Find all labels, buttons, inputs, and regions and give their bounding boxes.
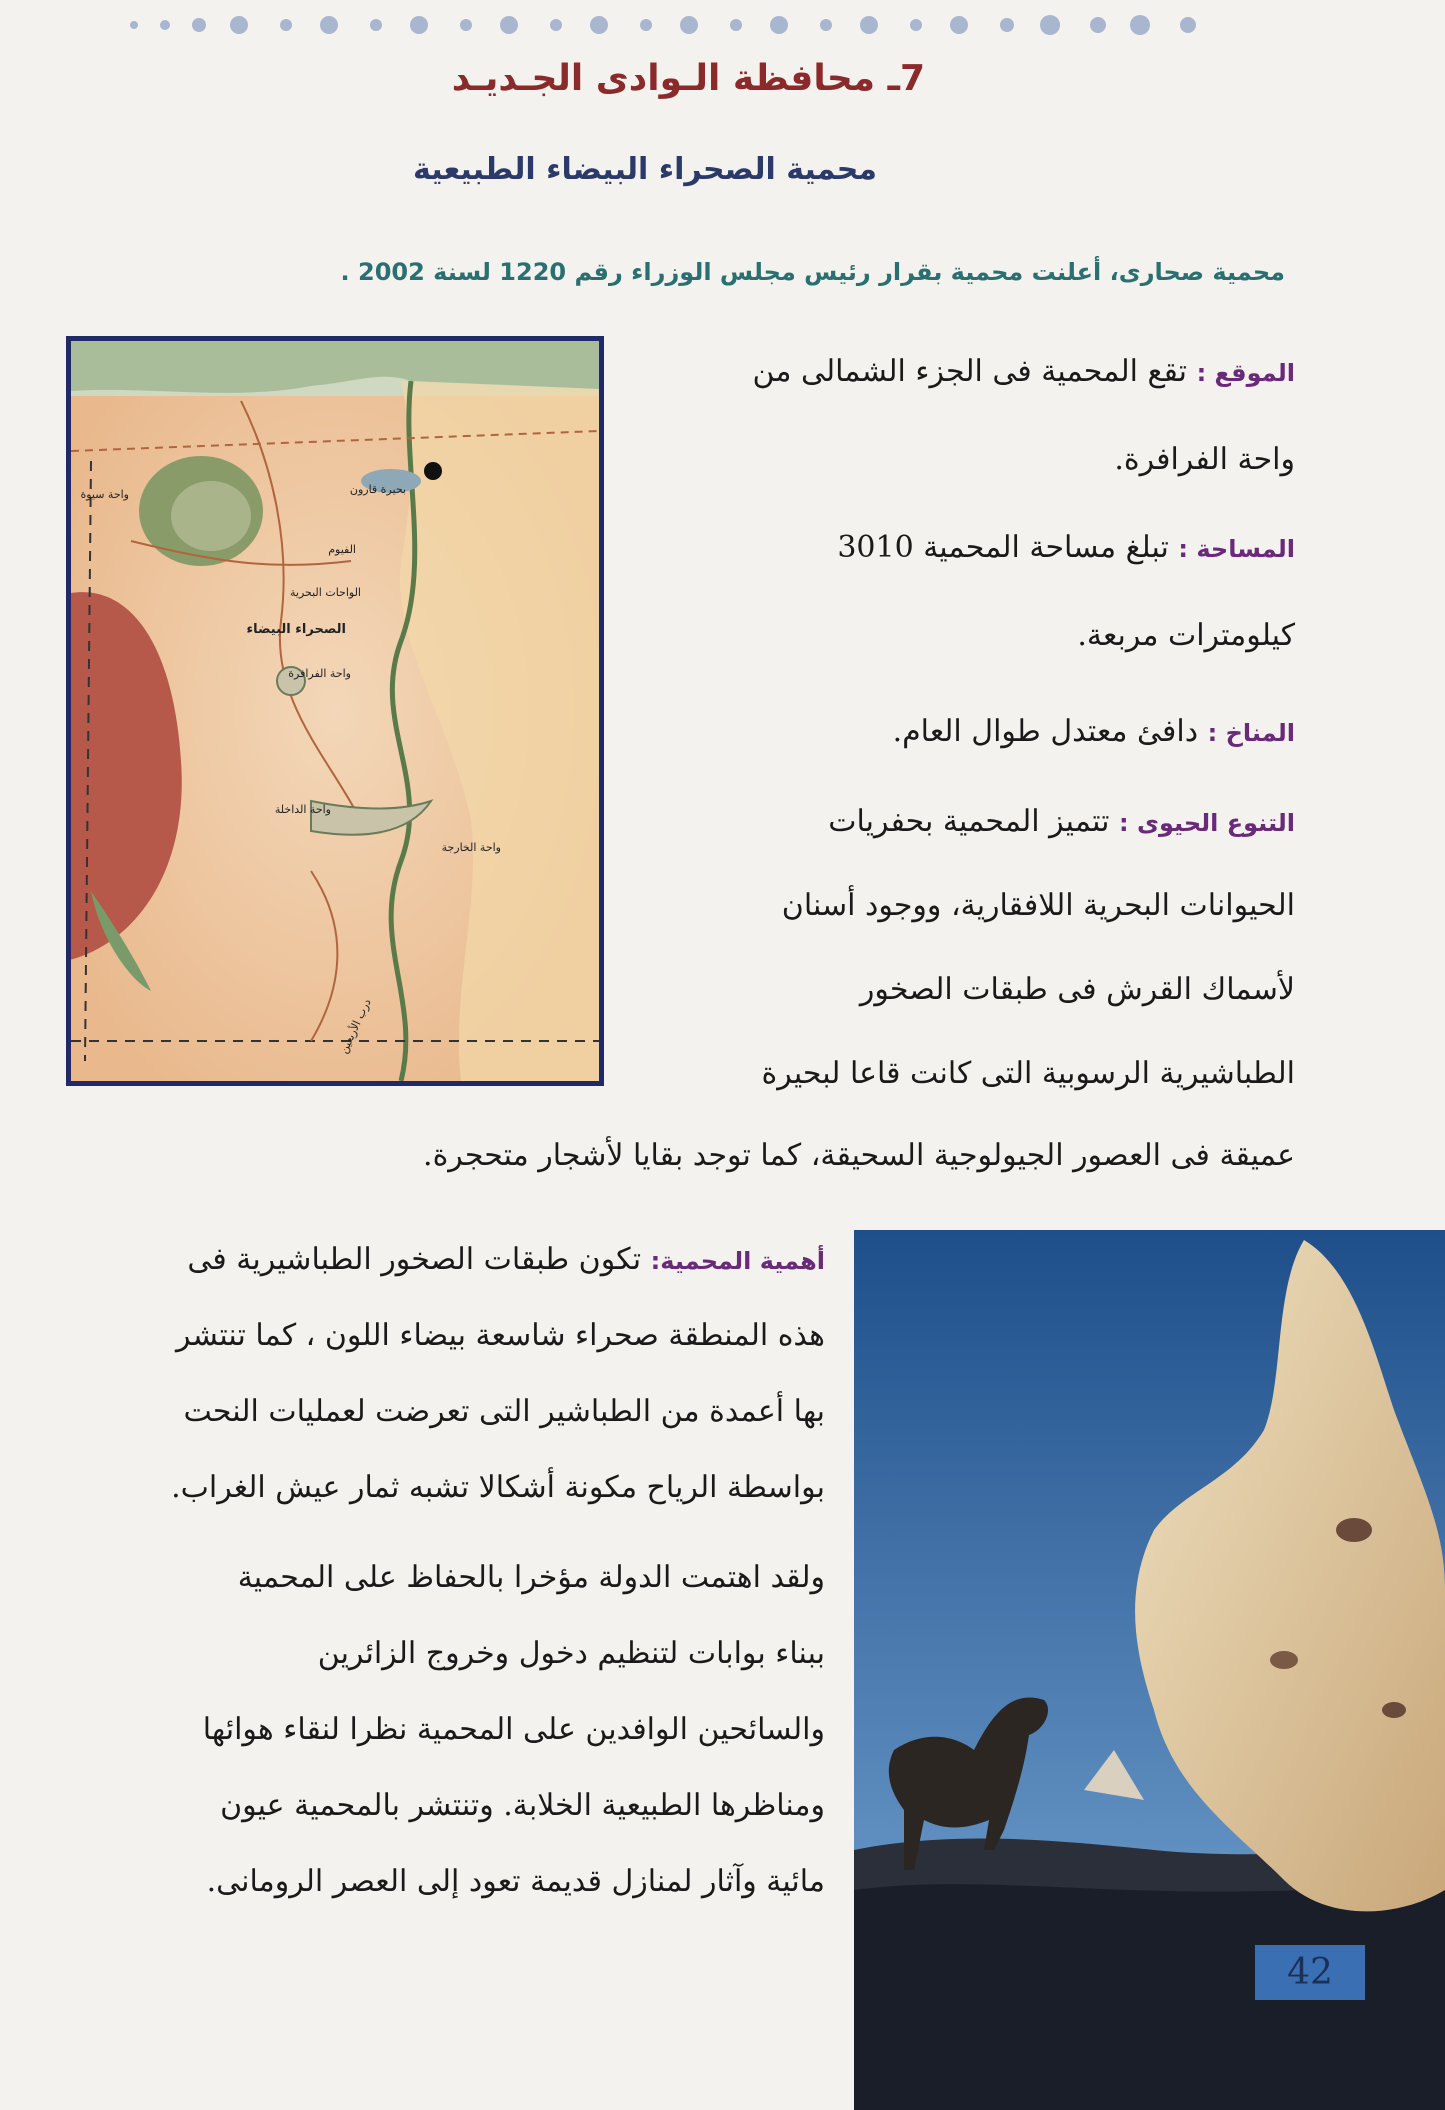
climate-text: دافئ معتدل طوال العام.: [892, 714, 1199, 749]
bio-line-5: عميقة فى العصور الجيولوجية السحيقة، كما توجد بقايا لأشجار متحجرة.: [423, 1138, 1295, 1173]
reserve-map: [66, 336, 604, 1086]
importance-line-3: بها أعمدة من الطباشير التى تعرضت لعمليات النحت: [183, 1394, 825, 1429]
map-label-bahariya: الواحات البحرية: [289, 586, 361, 599]
reserve-subtitle: محمية الصحراء البيضاء الطبيعية: [413, 152, 877, 187]
area-para: [635, 504, 1295, 593]
importance-line-8: ومناظرها الطبيعية الخلابة. وتنتشر بالمحمية عيون: [220, 1788, 825, 1823]
bio-label: التنوع الحيوى :: [1119, 809, 1295, 837]
area-text-2: كيلومترات مربعة.: [1077, 618, 1295, 653]
climate-para: [635, 688, 1295, 777]
importance-line-4: بواسطة الرياح مكونة أشكالا تشبه ثمار عيش الغراب.: [171, 1470, 825, 1505]
area-label: المساحة :: [1178, 535, 1295, 563]
importance-line-9: مائية وآثار لمنازل قديمة تعود إلى العصر الرومانى.: [206, 1864, 825, 1899]
map-drawing: [71, 341, 599, 1081]
importance-label: أهمية المحمية:: [650, 1247, 825, 1275]
importance-line-6: ببناء بوابات لتنظيم دخول وخروج الزائرين: [317, 1636, 825, 1671]
map-label-white-desert: الصحراء البيضاء: [246, 622, 346, 637]
area-para-2: [635, 592, 1295, 680]
bio-line-2: الحيوانات البحرية اللافقارية، ووجود أسنان: [781, 888, 1295, 923]
map-label-fayoum: الفيوم: [328, 543, 356, 556]
location-text: تقع المحمية فى الجزء الشمالى من: [752, 354, 1188, 389]
map-label-arbaeen: درب الأربعين: [337, 996, 374, 1056]
map-label-qarun: بحيرة قارون: [349, 483, 406, 496]
map-label-farafra: واحة الفرافرة: [288, 667, 351, 680]
importance-line-2: هذه المنطقة صحراء شاسعة بيضاء اللون ، كما تنتشر: [176, 1318, 825, 1353]
importance-line-7: والسائحين الوافدين على المحمية نظرا لنقاء هوائها: [202, 1712, 825, 1747]
map-label-kharga: واحة الخارجة: [441, 841, 501, 854]
bio-line-4: الطباشيرية الرسوبية التى كانت قاعا لبحيرة: [761, 1056, 1295, 1091]
area-text: تبلغ مساحة المحمية 3010: [837, 530, 1169, 565]
page-title: 7ـ محافظة الـوادى الجـديـد: [451, 58, 925, 99]
climate-label: المناخ :: [1207, 719, 1295, 747]
bio-para: [635, 778, 1295, 867]
location-label: الموقع :: [1196, 359, 1295, 387]
bio-line-3: لأسماك القرش فى طبقات الصخور: [859, 972, 1295, 1007]
importance-text-1: تكون طبقات الصخور الطباشيرية فى: [187, 1242, 642, 1277]
location-para-2: [635, 416, 1295, 504]
importance-line-5: ولقد اهتمت الدولة مؤخرا بالحفاظ على المحمية: [237, 1560, 825, 1595]
bio-text-1: تتميز المحمية بحفريات: [828, 804, 1110, 839]
intro-line: محمية صحارى، أعلنت محمية بقرار رئيس مجلس الوزراء رقم 1220 لسنة 2002 .: [340, 258, 1285, 286]
decorative-dots: [120, 10, 1210, 40]
importance-line-1: [45, 1220, 825, 1301]
map-label-dakhla: واحة الداخلة: [274, 803, 331, 816]
location-text-2: واحة الفرافرة.: [1114, 442, 1295, 477]
location-para: [635, 328, 1295, 417]
page-number: 42: [1255, 1945, 1365, 2000]
map-label-siwa: واحة سيوة: [80, 488, 129, 501]
